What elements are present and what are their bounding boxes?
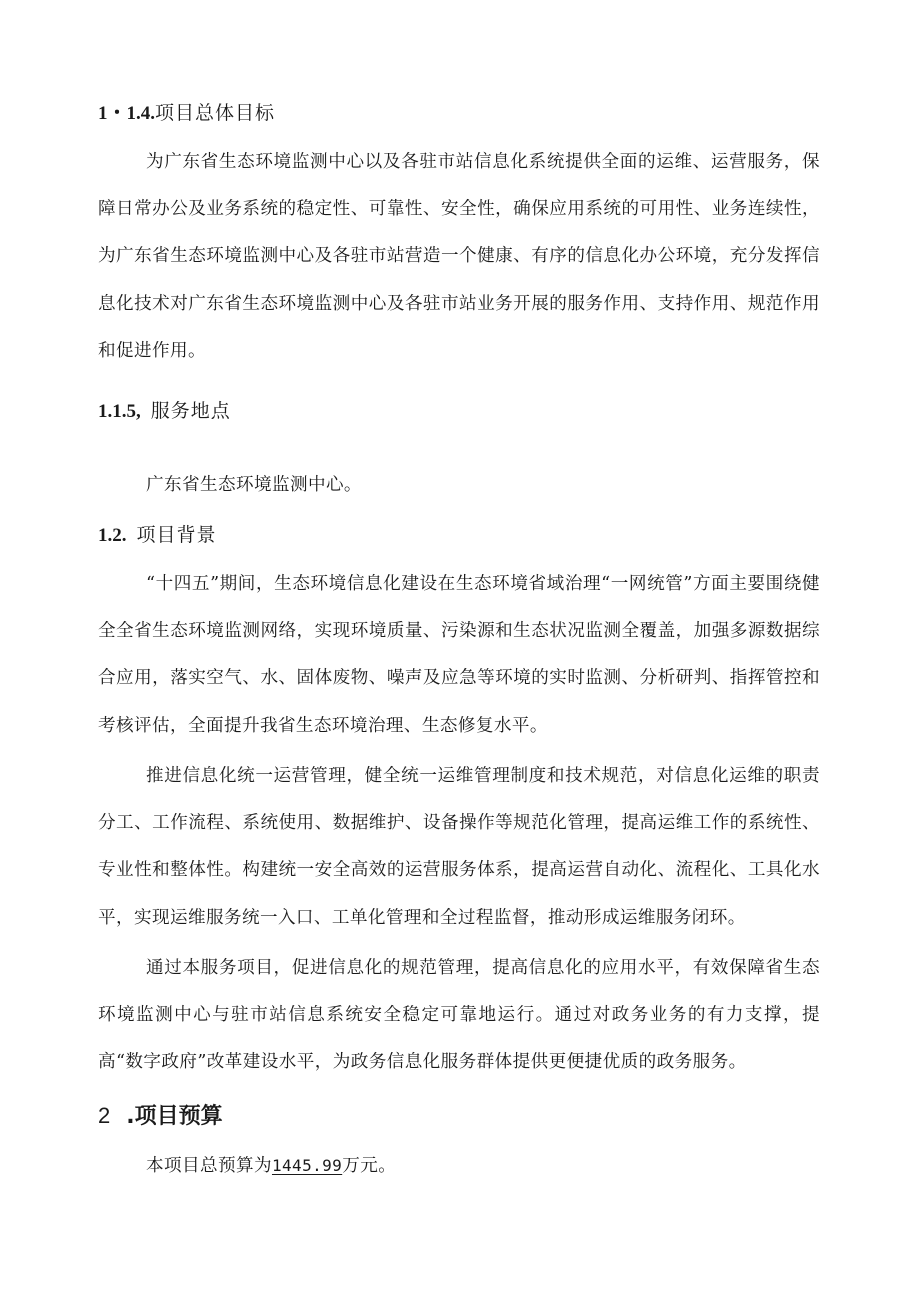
heading-number: 1.2.	[98, 525, 127, 546]
heading-number: 2	[98, 1103, 111, 1128]
budget-suffix: 万元。	[342, 1156, 397, 1176]
heading-title: 服务地点	[150, 400, 231, 422]
heading-2-budget	[98, 1100, 223, 1133]
paragraph-background-2: 推进信息化统一运营管理，健全统一运维管理制度和技术规范，对信息化运维的职责分工、工作流程、系统使用、数据维护、设备操作等规范化管理，提高运维工作的系统性、专业性和整体性。构建统一安全高效的运营服务体系，提高运营自动化、流程化、工具化水平，实现运维服务统一入口、工单化管理和全过程监督，推动形成运维服务闭环。	[98, 766, 820, 928]
budget-prefix: 本项目总预算为	[146, 1156, 272, 1176]
budget-line	[146, 1151, 396, 1181]
paragraph-overall-goal: 为广东省生态环境监测中心以及各驻市站信息化系统提供全面的运维、运营服务，保障日常办公及业务系统的稳定性、可靠性、安全性，确保应用系统的可用性、业务连续性，为广东省生态环境监测中心及各驻市站营造一个健康、有序的信息化办公环境，充分发挥信息化技术对广东省生态环境监测中心及各驻市站业务开展的服务作用、支持作用、规范作用和促进作用。	[98, 152, 820, 361]
heading-title: .项目预算	[126, 1104, 223, 1129]
heading-1-2	[98, 521, 217, 550]
paragraph-background-3: 通过本服务项目，促进信息化的规范管理，提高信息化的应用水平，有效保障省生态环境监测中心与驻市站信息系统安全稳定可靠地运行。通过对政务业务的有力支撑，提高“数字政府”改革建设水平，为政务信息化服务群体提供更便捷优质的政务服务。	[98, 958, 820, 1073]
heading-number: 1・1.4.	[98, 103, 156, 124]
paragraph-service-location: 广东省生态环境监测中心。	[146, 475, 362, 495]
heading-1-1-5	[98, 397, 231, 426]
budget-amount: 1445.99	[271, 1156, 343, 1175]
heading-title: 项目总体目标	[155, 102, 276, 124]
paragraph-background-1: “十四五”期间，生态环境信息化建设在生态环境省域治理“一网统管”方面主要围绕健全全省生态环境监测网络，实现环境质量、污染源和生态状况监测全覆盖，加强多源数据综合应用，落实空气、水、固体废物、噪声及应急等环境的实时监测、分析研判、指挥管控和考核评估，全面提升我省生态环境治理、生态修复水平。	[98, 574, 820, 736]
heading-title: 项目背景	[136, 524, 217, 546]
heading-1-1-4	[98, 99, 275, 128]
heading-number: 1.1.5,	[98, 401, 141, 422]
